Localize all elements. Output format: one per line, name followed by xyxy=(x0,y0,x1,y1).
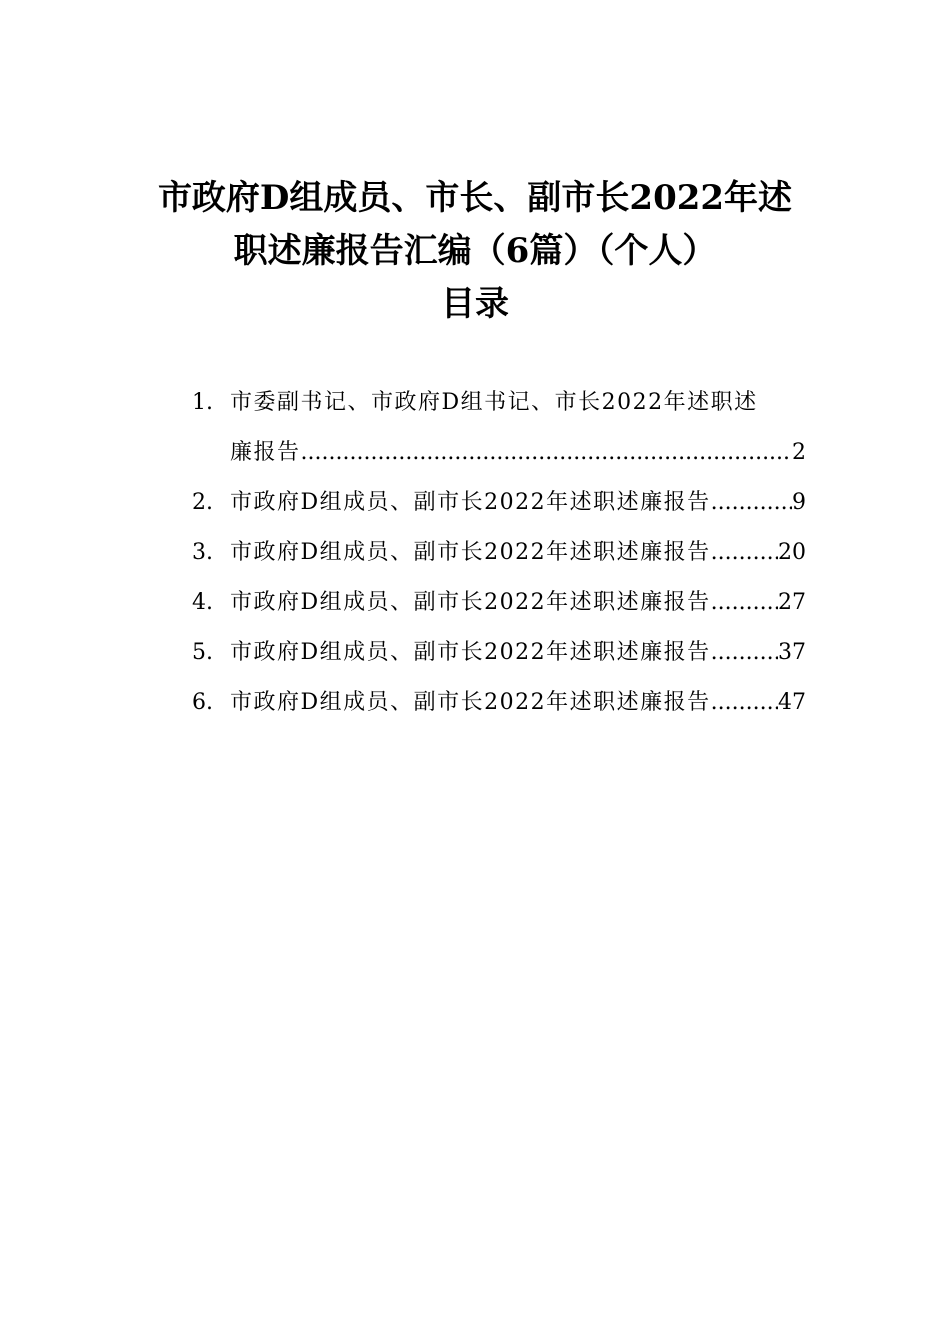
title-line-2: 职述廉报告汇编（6篇）（个人） xyxy=(233,231,717,271)
toc-entry-6[interactable] xyxy=(192,678,806,728)
toc-entry-number: 2. xyxy=(192,490,213,515)
toc-page-number: 27 xyxy=(778,590,806,615)
title-line-1: 市政府D组成员、市长、副市长2022年述 xyxy=(157,178,793,218)
toc-entry-number: 3. xyxy=(192,540,213,565)
toc-entry-3[interactable] xyxy=(192,528,806,578)
toc-page-number: 37 xyxy=(778,640,806,665)
toc-page-number: 2 xyxy=(792,440,806,465)
toc-page-number: 9 xyxy=(792,490,806,515)
toc-page-number: 20 xyxy=(778,540,806,565)
toc-dot-leader xyxy=(711,478,792,528)
toc-entry-text: 市政府D组成员、副市长2022年述职述廉报告 xyxy=(230,540,711,565)
toc-dot-leader xyxy=(711,528,778,578)
toc-dot-leader xyxy=(711,628,778,678)
toc-heading: 目录 xyxy=(441,284,509,324)
toc-page-number: 47 xyxy=(778,690,806,715)
toc-entry-5[interactable] xyxy=(192,628,806,678)
table-of-contents xyxy=(192,378,806,728)
toc-dot-leader xyxy=(301,428,792,478)
toc-entry-text: 市政府D组成员、副市长2022年述职述廉报告 xyxy=(230,640,711,665)
toc-entry-1[interactable] xyxy=(192,378,806,478)
toc-entry-number: 5. xyxy=(192,640,213,665)
toc-entry-text: 市政府D组成员、副市长2022年述职述廉报告 xyxy=(230,490,711,515)
toc-entry-text: 市委副书记、市政府D组书记、市长2022年述职述 xyxy=(230,390,758,415)
document-title xyxy=(120,172,830,331)
toc-dot-leader xyxy=(711,578,778,628)
toc-entry-4[interactable] xyxy=(192,578,806,628)
toc-entry-number: 1. xyxy=(192,390,213,415)
toc-entry-text: 市政府D组成员、副市长2022年述职述廉报告 xyxy=(230,690,711,715)
toc-entry-text: 市政府D组成员、副市长2022年述职述廉报告 xyxy=(230,590,711,615)
toc-entry-text-continued: 廉报告 xyxy=(230,440,301,465)
toc-dot-leader xyxy=(711,678,778,728)
toc-entry-number: 6. xyxy=(192,690,213,715)
toc-entry-number: 4. xyxy=(192,590,213,615)
toc-entry-2[interactable] xyxy=(192,478,806,528)
